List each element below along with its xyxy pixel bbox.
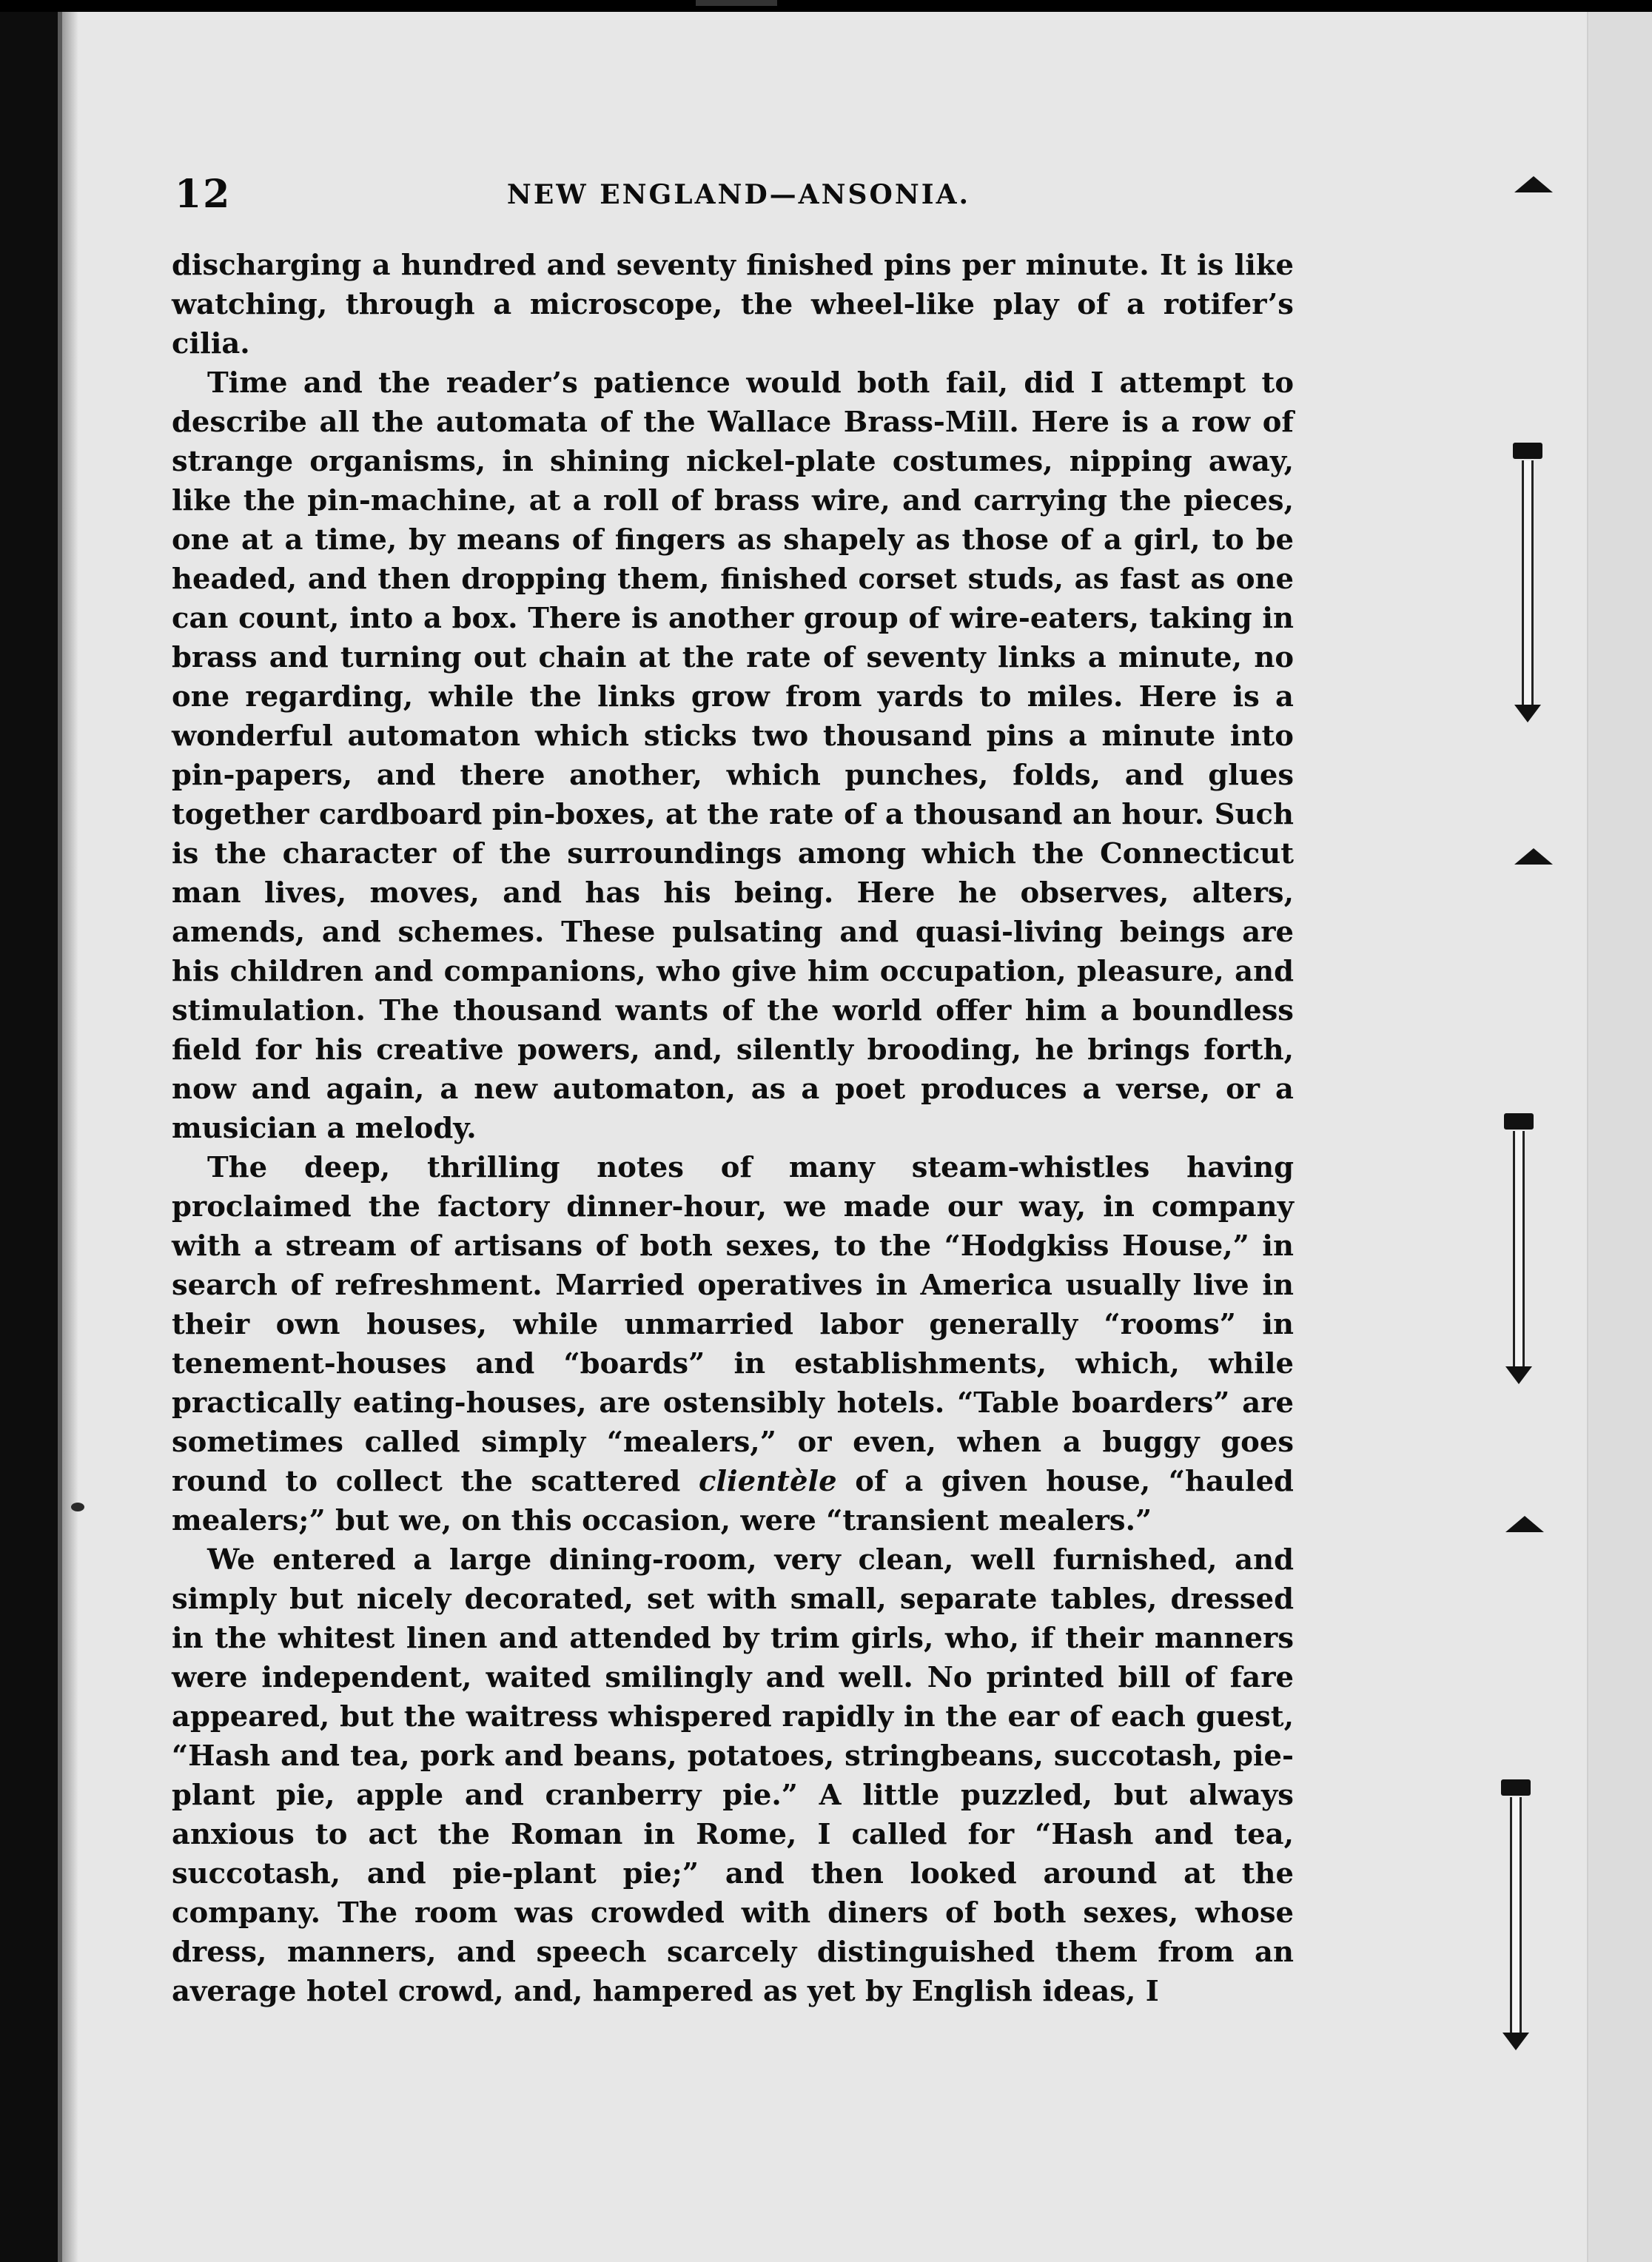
- binding-shadow: [62, 12, 78, 2262]
- registration-bar-mark: [1513, 443, 1542, 459]
- italic-word: clientèle: [698, 1465, 837, 1498]
- registration-line-mark: [1510, 1797, 1522, 2033]
- stray-ink-mark: [71, 1503, 84, 1511]
- right-margin-strip: [1587, 12, 1652, 2262]
- registration-triangle-mark: [1505, 1516, 1544, 1532]
- body-text: [172, 246, 1294, 2011]
- frame-top-edge: [0, 0, 1652, 12]
- paragraph-4: We entered a large dining-room, very clean, well furnished, and simply but nicely decorated, set with small, separate tables, dressed in the whitest linen and attended by trim girls, who, if their manners were independent, waited smilingly and well. No printed bill of fare appeared, but the waitress whispered rapidly in the ear of each guest, “Hash and tea, pork and beans, potatoes, stringbeans, succotash, pie-plant pie, apple and cranberry pie.” A little puzzled, but always anxious to act the Roman in Rome, I called for “Hash and tea, succotash, and pie-plant pie;” and then looked around at the company. The room was crowded with diners of both sexes, whose dress, manners, and speech scarcely distinguished them from an average hotel crowd, and, hampered as yet by English ideas, I: [172, 1543, 1294, 2008]
- running-head: NEW ENGLAND—ANSONIA.: [506, 179, 971, 210]
- frame-tab: [696, 0, 777, 6]
- page-number: 12: [175, 172, 232, 217]
- registration-arrow-mark: [1514, 705, 1541, 722]
- paragraph-1: discharging a hundred and seventy finished pins per minute. It is like watching, through a microscope, the wheel-like play of a rotifer’s cilia.: [172, 249, 1294, 360]
- registration-arrow-mark: [1505, 1366, 1532, 1384]
- registration-bar-mark: [1504, 1113, 1534, 1130]
- paragraph-3: [172, 1148, 1294, 1540]
- page-header: [175, 172, 1303, 225]
- paragraph-3-text-after: of a given house, “hauled mealers;” but we, on this occasion, were “transient mealers.”: [172, 1465, 1294, 1537]
- registration-triangle-mark: [1514, 848, 1553, 865]
- registration-triangle-mark: [1514, 176, 1553, 192]
- registration-line-mark: [1513, 1131, 1525, 1366]
- registration-bar-mark: [1501, 1779, 1531, 1796]
- paragraph-2: Time and the reader’s patience would both fail, did I attempt to describe all the automata of the Wallace Brass-Mill. Here is a row of strange organisms, in shining nickel-plate costumes, nipping away, like the pin-machine, at a roll of brass wire, and carrying the pieces, one at a time, by means of fingers as shapely as those of a girl, to be headed, and then dropping them, finished corset studs, as fast as one can count, into a box. There is another group of wire-eaters, taking in brass and turning out chain at the rate of seventy links a minute, no one regarding, while the links grow from yards to miles. Here is a wonderful automaton which sticks two thousand pins a minute into pin-papers, and there another, which punches, folds, and glues together cardboard pin-boxes, at the rate of a thousand an hour. Such is the character of the surroundings among which the Connecticut man lives, moves, and has his being. Here he observes, alters, amends, and schemes. These pulsating and quasi-living beings are his children and companions, who give him occupation, pleasure, and stimulation. The thousand wants of the world offer him a boundless field for his creative powers, and, silently brooding, he brings forth, now and again, a new automaton, as a poet produces a verse, or a musician a melody.: [172, 366, 1294, 1145]
- registration-arrow-mark: [1502, 2033, 1529, 2050]
- paragraph-3-text: The deep, thrilling notes of many steam-whistles having proclaimed the factory dinner-hour, we made our way, in company with a stream of artisans of both sexes, to the “Hodgkiss House,” in search of refreshment. Married operatives in America usually live in their own houses, while unmarried labor generally “rooms” in tenement-houses and “boards” in establishments, which, while practically eating-houses, are ostensibly hotels. “Table boarders” are sometimes called simply “mealers,” or even, when a buggy goes round to collect the scattered: [172, 1151, 1294, 1498]
- registration-line-mark: [1522, 460, 1534, 705]
